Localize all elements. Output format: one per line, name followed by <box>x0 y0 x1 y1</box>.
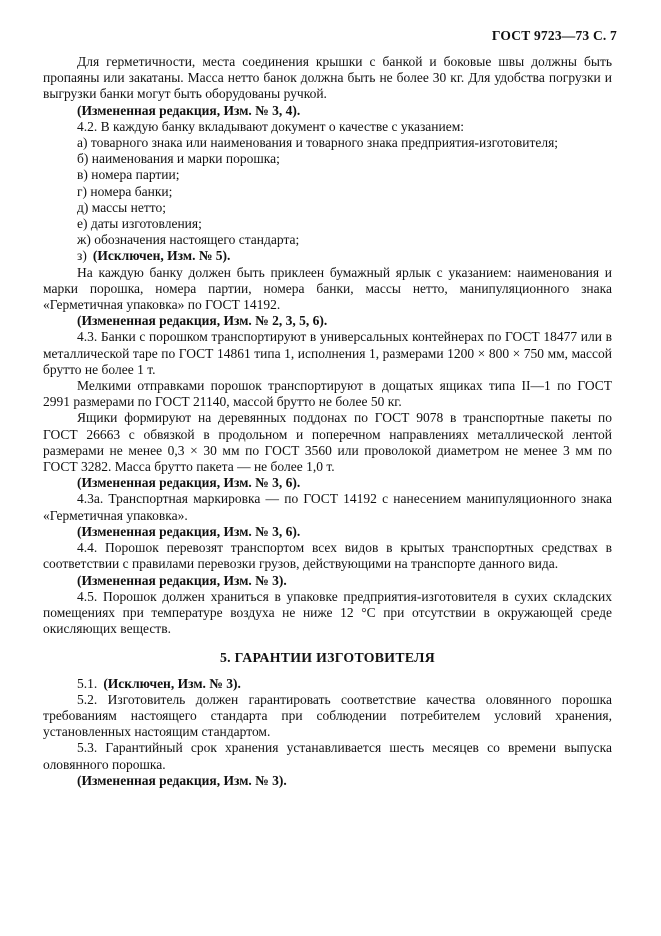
paragraph: 4.2. В каждую банку вкладывают документ о качестве с указанием: <box>77 118 465 134</box>
paragraph: 4.4. Порошок перевозят транспортом всех видов в крытых транспортных средствах в соответствии с правилами перевозки грузов, действующими на транспорте данного вида. <box>43 540 612 572</box>
paragraph: Мелкими отправками порошок транспортируют в дощатых ящиках типа II—1 по ГОСТ 2991 размерами по ГОСТ 21140, массой брутто не более 50 кг. <box>43 378 612 410</box>
revision-note: (Измененная редакция, Изм. № 3). <box>77 572 287 588</box>
list-item: е) даты изготовления; <box>77 216 202 232</box>
excluded-item-prefix: 5.1. <box>77 675 98 691</box>
revision-note: (Измененная редакция, Изм. № 3, 6). <box>77 523 301 539</box>
list-item: г) номера банки; <box>77 183 173 199</box>
section-heading: 5. ГАРАНТИИ ИЗГОТОВИТЕЛЯ <box>219 650 436 666</box>
list-item: б) наименования и марки порошка; <box>77 151 280 167</box>
paragraph: Для герметичности, места соединения крышки с банкой и боковые швы должны быть пропаяны или закатаны. Масса нетто банок должна быть не более 30 кг. Для удобства погрузки и выгрузки банки могут быть оборудованы ручкой. <box>43 54 612 102</box>
list-item: ж) обозначения настоящего стандарта; <box>77 232 300 248</box>
list-item: в) номера партии; <box>77 167 180 183</box>
paragraph: 4.5. Порошок должен храниться в упаковке предприятия-изготовителя в сухих складских помещениях при температуре воздуха не ниже 12 °С при отсутствии в окружающей среде окисляющих веществ. <box>43 588 612 637</box>
excluded-item <box>43 676 612 692</box>
paragraph: Ящики формируют на деревянных поддонах по ГОСТ 9078 в транспортные пакеты по ГОСТ 26663 с обвязкой в продольном и поперечном направлениях металлической лентой размерами не менее 0,3 × 30 мм по ГОСТ 3560 или проволокой диаметром не менее 3 мм по ГОСТ 3282. Масса брутто пакета — не более 1,0 т. <box>43 410 612 475</box>
revision-note: (Измененная редакция, Изм. № 2, 3, 5, 6). <box>77 313 328 329</box>
page-header-gost-number: ГОСТ 9723—73 С. 7 <box>491 28 617 43</box>
list-item: д) массы нетто; <box>77 199 166 215</box>
paragraph: 5.3. Гарантийный срок хранения устанавливается шесть месяцев со времени выпуска оловянного порошка. <box>43 740 612 772</box>
excluded-item-prefix: з) <box>77 248 87 264</box>
list-item: а) товарного знака или наименования и товарного знака предприятия-изготовителя; <box>77 135 559 151</box>
revision-note: (Измененная редакция, Изм. № 3, 4). <box>77 102 301 118</box>
paragraph: 4.3. Банки с порошком транспортируют в универсальных контейнерах по ГОСТ 18477 или в металлической таре по ГОСТ 14861 типа 1, исполнения 1, размерами 1200 × 800 × 750 мм, массой брутто не более 1 т. <box>43 329 612 377</box>
paragraph: На каждую банку должен быть приклеен бумажный ярлык с указанием: наименования и марки порошка, номера партии, номера банки, массы нетто, манипуляционного знака «Герметичная упаковка» по ГОСТ 14192. <box>43 264 612 313</box>
document-body <box>43 54 612 789</box>
excluded-item-note: (Исключен, Изм. № 3). <box>103 675 241 691</box>
revision-note: (Измененная редакция, Изм. № 3, 6). <box>77 475 301 491</box>
excluded-item-note: (Исключен, Изм. № 5). <box>92 248 231 264</box>
revision-note: (Измененная редакция, Изм. № 3). <box>77 772 287 788</box>
paragraph: 5.2. Изготовитель должен гарантировать соответствие качества оловянного порошка требованиям настоящего стандарта при соблюдении потребителем условий хранения, установленных настоящим стандартом. <box>43 691 612 740</box>
excluded-item <box>43 248 612 264</box>
paragraph: 4.3а. Транспортная маркировка — по ГОСТ 14192 с нанесением манипуляционного знака «Герметичная упаковка». <box>43 491 612 523</box>
